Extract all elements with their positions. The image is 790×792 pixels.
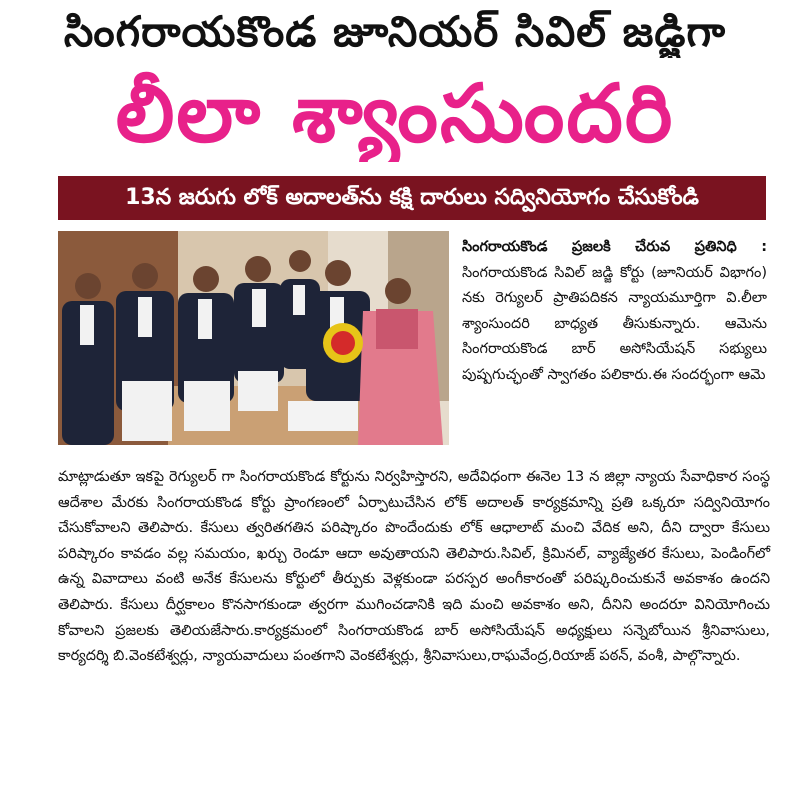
subheadline-banner: 13న జరుగు లోక్ అదాలత్‌ను కక్షి దారులు సద్వినియోగం చేసుకోండి xyxy=(58,176,766,220)
headline-line-2: లీలా శ్యాంసుందరి xyxy=(115,67,675,160)
news-photo xyxy=(58,231,449,445)
headline-line-1: సింగరాయకొండ జూనియర్ సివిల్ జడ్జిగా xyxy=(63,7,727,56)
byline: సింగరాయకొండ ప్రజలకి చేరువ ప్రతినిధి : xyxy=(462,239,767,255)
article-column xyxy=(462,235,767,389)
article-column-text: సింగరాయకొండ సివిల్ జడ్జి కోర్టు (జూనియర్ విభాగం) నకు రెగ్యులర్ ప్రాతిపదికన న్యాయమూర్తిగా వి.లీలా శ్యాంసుందరి బాధ్యత తీసుకున్నారు. ఆమెను సింగరాయకొండ బార్ అసోసియేషన్ సభ్యులు పుష్పగుచ్ఛంతో స్వాగతం పలికారు.ఈ సందర్భంగా ఆమె xyxy=(462,264,767,383)
article-body-text: మాట్లాడుతూ ఇకపై రెగ్యులర్ గా సింగరాయకొండ కోర్టును నిర్వహిస్తారని, అదేవిధంగా ఈనెల 13 న జిల్లా న్యాయ సేవాధికార సంస్థ ఆదేశాల మేరకు సింగరాయకొండ కోర్టు ప్రాంగణంలో ఏర్పాటుచేసిన లోక్ అదాలత్ కార్యక్రమాన్ని ప్రతి ఒక్కరూ సద్వినియోగం చేసుకోవాలని తెలిపారు. కేసులు త్వరితగతిన పరిష్కారం పొందేందుకు లోక్ ఆధాలాట్ మంచి వేదిక అని, దీని ద్వారా కేసులు పరిష్కారం కావడం వల్ల సమయం, ఖర్చు రెండూ ఆదా అవుతాయని తెలిపారు.సివిల్, క్రిమినల్, వ్యాజ్యేతర కేసులు, పెండింగ్‌లో ఉన్న వివాదాలు వంటి అనేక కేసులను కోర్టులో తీర్పుకు వెళ్లకుండా పరస్పర అంగీకారంతో పరిష్కరించుకునే అవకాశం ఉందని తెలిపారు. కేసులు దీర్ఘకాలం కొనసాగకుండా త్వరగా ముగించడానికి ఇది మంచి అవకాశం అని, దీనిని అందరూ వినియోగించు కోవాలని ప్రజలకు తెలియజేసారు.కార్యక్రమంలో సింగరాయకొండ బార్ అసోసియేషన్ అధ్యక్షులు సన్నెబోయిన శ్రీనివాసులు, కార్యదర్శి బి.వెంకటేశ్వర్లు, న్యాయవాదులు పంతగాని వెంకటేశ్వర్లు, శ్రీనివాసులు,రాఘవేంద్ర,రియాజ్ పఠన్, వంశీ, పాల్గొన్నారు. xyxy=(58,469,770,665)
photo-illustration xyxy=(58,231,449,445)
article-body xyxy=(58,465,770,670)
